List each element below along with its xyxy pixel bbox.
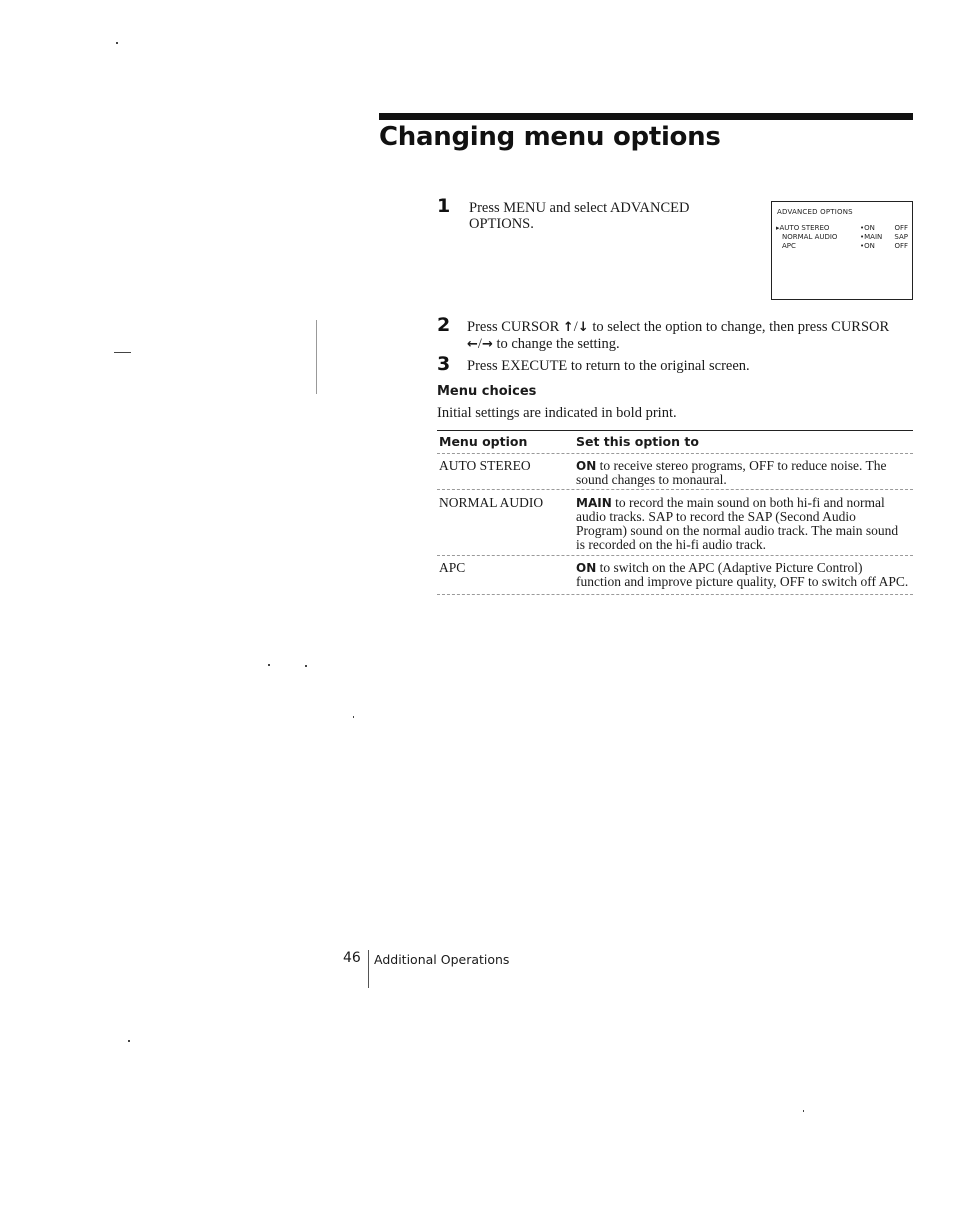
step-3-number: 3 xyxy=(437,353,451,375)
step-2-text-b: to select the option to change, then press CURSOR xyxy=(588,319,890,335)
step-2-text xyxy=(467,319,913,353)
screen-row-apc xyxy=(776,242,908,251)
step-3-text: Press EXECUTE to return to the original screen. xyxy=(467,358,750,374)
title-rule xyxy=(379,113,913,120)
step-2-number: 2 xyxy=(437,314,451,336)
table-top-rule xyxy=(437,430,913,431)
scan-speck xyxy=(803,1110,804,1112)
column-header-menu-option: Menu option xyxy=(439,434,528,449)
arrow-slash: / xyxy=(477,336,482,352)
scan-speck xyxy=(268,664,270,666)
footer-separator xyxy=(368,950,369,988)
footer-section-label: Additional Operations xyxy=(374,952,510,967)
desc-line: sound changes to monaural. xyxy=(576,472,727,487)
table-header-rule xyxy=(437,453,913,454)
scan-speck xyxy=(116,42,118,44)
screen-row-value-2: SAP xyxy=(894,233,908,241)
screen-row-label: ▸AUTO STEREO xyxy=(776,224,830,232)
initial-setting: MAIN xyxy=(576,496,612,510)
desc-text: to receive stereo programs, OFF to reduce noise. The xyxy=(596,458,887,473)
desc-line: is recorded on the hi-fi audio track. xyxy=(576,537,767,552)
column-header-set-option: Set this option to xyxy=(576,434,699,449)
scan-speck xyxy=(128,1040,130,1042)
desc-line: function and improve picture quality, OFF to switch off APC. xyxy=(576,574,909,589)
page-title: Changing menu options xyxy=(379,122,721,152)
table-cell-option-normal-audio: NORMAL AUDIO xyxy=(439,495,544,510)
screen-row-value-1: •ON xyxy=(860,242,875,250)
menu-choices-intro: Initial settings are indicated in bold print. xyxy=(437,405,677,421)
table-row-rule xyxy=(437,489,913,490)
desc-line: Program) sound on the normal audio track. The main sound xyxy=(576,523,899,538)
page-number: 46 xyxy=(343,950,361,966)
step-1-text xyxy=(469,200,689,232)
table-cell-option-apc: APC xyxy=(439,560,466,575)
scan-speck xyxy=(353,716,354,718)
screen-row-value-2: OFF xyxy=(894,224,908,232)
table-cell-desc-apc xyxy=(576,561,912,589)
table-cell-desc-normal-audio xyxy=(576,496,912,552)
scan-speck xyxy=(114,352,131,353)
screen-row-auto-stereo xyxy=(776,224,908,233)
scan-speck xyxy=(305,665,307,667)
screen-row-value-1: •MAIN xyxy=(860,233,883,241)
arrow-left-icon: ← xyxy=(467,337,478,352)
table-row-rule xyxy=(437,555,913,556)
step-1-line-2: OPTIONS. xyxy=(469,216,534,232)
step-1-number: 1 xyxy=(437,195,451,217)
arrow-up-icon: ↑ xyxy=(562,320,574,335)
desc-line xyxy=(576,496,912,510)
desc-line xyxy=(576,561,912,575)
initial-setting: ON xyxy=(576,459,597,473)
arrow-right-icon: → xyxy=(481,337,493,352)
step-1-line-1: Press MENU and select ADVANCED xyxy=(469,200,690,216)
desc-text: to record the main sound on both hi-fi and normal xyxy=(611,495,885,510)
screen-row-label: NORMAL AUDIO xyxy=(782,233,838,241)
screen-row-normal-audio xyxy=(776,233,908,242)
step-2-text-c: to change the setting. xyxy=(492,336,620,352)
scan-speck xyxy=(316,320,317,394)
advanced-options-screen xyxy=(771,201,913,300)
step-2-text-a: Press CURSOR xyxy=(467,319,563,335)
arrow-down-icon: ↓ xyxy=(577,320,589,335)
desc-text: to switch on the APC (Adaptive Picture Control) xyxy=(596,560,863,575)
table-cell-desc-auto-stereo xyxy=(576,459,912,487)
step-2-line-1 xyxy=(467,319,913,336)
screen-row-label: APC xyxy=(782,242,796,250)
table-cell-option-auto-stereo: AUTO STEREO xyxy=(439,458,531,473)
step-2-line-2 xyxy=(467,336,913,353)
menu-choices-heading: Menu choices xyxy=(437,384,537,399)
screen-row-value-1: •ON xyxy=(860,224,875,232)
initial-setting: ON xyxy=(576,561,597,575)
screen-row-value-2: OFF xyxy=(894,242,908,250)
arrow-slash: / xyxy=(573,319,578,335)
table-bottom-rule xyxy=(437,594,913,595)
desc-line xyxy=(576,459,912,473)
desc-line: audio tracks. SAP to record the SAP (Second Audio xyxy=(576,509,856,524)
screen-title: ADVANCED OPTIONS xyxy=(777,208,853,216)
